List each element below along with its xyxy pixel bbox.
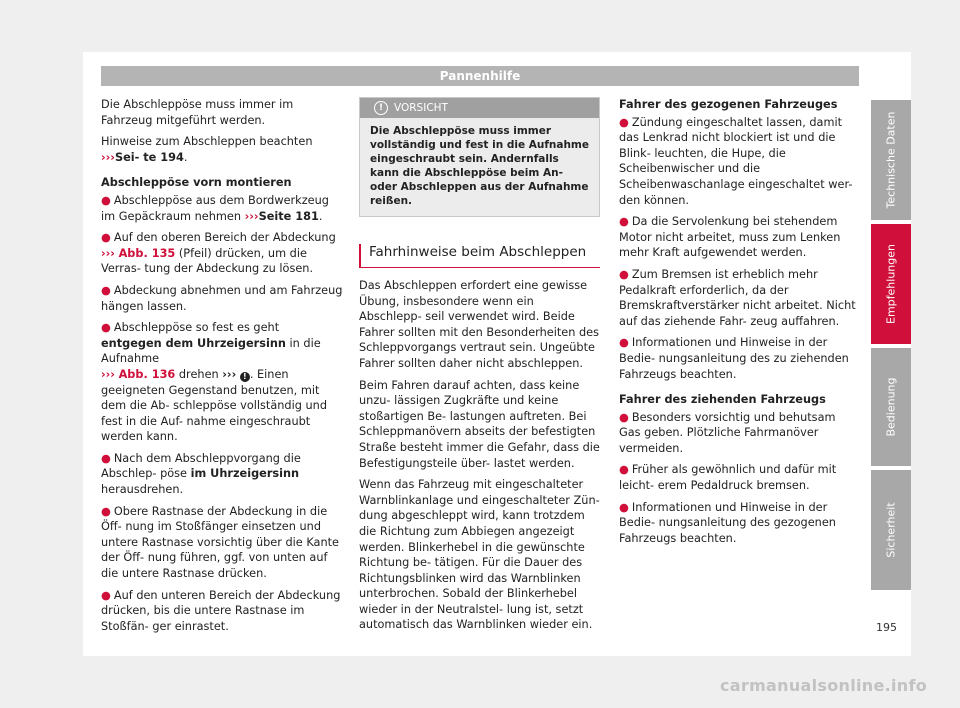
list-item — [619, 410, 859, 457]
tab-label: Empfehlungen — [884, 244, 898, 324]
text: Auf den unteren Bereich der Abdeckung drücken, bis die untere Rastnase im Stoßfän- ger einrastet. — [101, 588, 341, 633]
page-reference-link[interactable]: Seite 181 — [258, 209, 319, 223]
bullet-icon: ● — [101, 321, 111, 335]
warning-icon[interactable]: ! — [240, 372, 250, 382]
figure-reference-link[interactable]: Abb. 136 — [118, 367, 176, 381]
text: Abschleppöse so fest es geht — [113, 321, 280, 335]
caution-label: VORSICHT — [394, 102, 448, 114]
text: Informationen und Hinweise in der Bedie- nungsanleitung des gezogenen Fahrzeugs beachten. — [619, 500, 836, 545]
reference-arrow: ››› — [101, 150, 115, 164]
tab-bedienung[interactable] — [871, 348, 911, 466]
page-reference-link[interactable]: Sei- te 194 — [114, 150, 184, 164]
section-heading: Fahrer des ziehenden Fahrzeugs — [619, 393, 826, 407]
bullet-icon: ● — [101, 283, 111, 297]
section-heading: Abschleppöse vorn montieren — [101, 176, 292, 190]
bold-text: im Uhrzeigersinn — [190, 467, 300, 481]
text: . Einen geeigneten Gegenstand benutzen, mit dem die Ab- schleppöse vollständig und fest in die Auf- nahme eingeschraubt werden kann. — [101, 367, 327, 444]
text: Auf den oberen Bereich der Abdeckung — [113, 231, 336, 245]
paragraph: Beim Fahren darauf achten, dass keine unzu- lässigen Zugkräfte und keine stoßartigen Be- lastungen auftreten. Bei Schleppmanövern abseits der befestigten Straße besteht immer die Gefahr, dass die Befestigungsteile über- lastet werden. — [359, 378, 600, 470]
section-title: Fahrhinweise beim Abschleppen — [359, 244, 600, 268]
reference-arrow: ››› — [244, 209, 259, 223]
text: Hinweise zum Abschleppen beachten — [101, 135, 313, 149]
paragraph: Wenn das Fahrzeug mit eingeschalteter Warnblinkanlage und eingeschalteter Zün- dung abgeschleppt wird, kann trotzdem die Richtung zum Abbiegen angezeigt werden. Blinkerhebel in die gewünschte Richtung be- tätigen. Für die Dauer des Richtungsblinken wird das Warnblinken unterbrochen. Sobald der Blinkerhebel wieder in der Neutralstel- lung ist, setzt automatisch das Warnblinken wieder ein. — [359, 478, 600, 632]
list-item — [619, 214, 859, 261]
text: Zündung eingeschaltet lassen, damit das Lenkrad nicht blockiert ist und die Blink- leuchten, die Hupe, die Scheibenwischer und die Scheibenwaschanlage eingeschaltet wer- den können. — [619, 115, 853, 207]
tab-technische-daten[interactable] — [871, 100, 911, 220]
list-item — [101, 588, 343, 635]
text: Abschleppöse aus dem Bordwerkzeug im Gepäckraum nehmen — [101, 193, 329, 223]
text: drehen — [175, 367, 223, 381]
tab-empfehlungen[interactable] — [871, 224, 911, 344]
bullet-icon: ● — [619, 215, 629, 229]
text: Besonders vorsichtig und behutsam Gas geben. Plötzliche Fahrmanöver vermeiden. — [619, 410, 836, 455]
text: Früher als gewöhnlich und dafür mit leicht- erem Pedaldruck bremsen. — [619, 463, 837, 493]
page-number: 195 — [876, 621, 897, 634]
watermark: carmanualsonline.info — [720, 676, 928, 695]
caution-text: Die Abschleppöse muss immer vollständig und fest in die Aufnahme eingeschraubt sein. Andernfalls kann die Abschleppöse beim An- oder Abschleppen aus der Aufnahme reißen. — [360, 118, 599, 216]
bullet-icon: ● — [101, 231, 111, 245]
tab-label: Technische Daten — [884, 111, 898, 209]
tab-sicherheit[interactable] — [871, 470, 911, 590]
text: Nach dem Abschleppvorgang die Abschlep- pöse — [101, 451, 301, 481]
list-item — [619, 500, 859, 547]
bullet-icon: ● — [619, 500, 629, 514]
bullet-icon: ● — [101, 451, 111, 465]
list-item — [619, 115, 859, 209]
list-item — [101, 451, 343, 498]
text: Zum Bremsen ist erheblich mehr Pedalkraft erforderlich, da der Bremskraftverstärker nicht arbeitet. Nicht auf das ziehende Fahr- zeug auffahren. — [619, 267, 856, 328]
page-header: Pannenhilfe — [101, 66, 859, 86]
text: Da die Servolenkung bei stehendem Motor nicht arbeitet, muss zum Lenken mehr Kraft aufgewendet werden. — [619, 215, 841, 260]
paragraph: Die Abschleppöse muss immer im Fahrzeug mitgeführt werden. — [101, 98, 294, 127]
reference-arrow: ››› — [101, 367, 115, 381]
bullet-icon: ● — [619, 115, 629, 129]
text: Informationen und Hinweise in der Bedie- nungsanleitung des zu ziehenden Fahrzeugs beachten. — [619, 336, 849, 381]
paragraph: Das Abschleppen erfordert eine gewisse Übung, insbesondere wenn ein Abschlepp- seil verwendet wird. Beide Fahrer sollten mit den Besonderheiten des Schleppvorgangs vertraut sein. Ungeübte Fahrer sollten daher nicht abschleppen. — [359, 279, 599, 370]
bullet-icon: ● — [101, 588, 111, 602]
tab-label: Sicherheit — [884, 502, 898, 558]
caution-box — [359, 97, 600, 217]
column-middle — [359, 97, 600, 639]
bullet-icon: ● — [619, 267, 629, 281]
tab-label: Bedienung — [884, 377, 898, 437]
caution-header — [360, 98, 599, 118]
bullet-icon: ● — [101, 193, 111, 207]
list-item — [619, 462, 859, 493]
figure-reference-link[interactable]: Abb. 135 — [118, 246, 176, 260]
bullet-icon: ● — [101, 504, 111, 518]
list-item — [619, 267, 859, 329]
list-item — [101, 193, 343, 224]
text: Obere Rastnase der Abdeckung in die Öff- nung im Stoßfänger einsetzen und untere Rastnase vorsichtig über die Kante der Öff- nung führen, ggf. von unten auf die untere Rastnase drücken. — [101, 504, 339, 581]
column-left — [101, 97, 343, 640]
reference-arrow: ››› — [101, 246, 115, 260]
list-item — [619, 335, 859, 382]
bullet-icon: ● — [619, 336, 629, 350]
text: herausdrehen. — [101, 483, 184, 497]
list-item — [101, 283, 343, 314]
list-item — [101, 230, 343, 277]
reference-arrow: ››› — [222, 367, 237, 381]
text: Abdeckung abnehmen und am Fahrzeug hängen lassen. — [101, 283, 343, 313]
text: . — [183, 150, 188, 164]
paragraph — [101, 134, 343, 165]
caution-icon: ! — [374, 101, 388, 115]
list-item — [101, 320, 343, 445]
column-right — [619, 97, 859, 552]
text: (Pfeil) drücken, um die Verras- tung der Abdeckung zu lösen. — [101, 246, 314, 276]
text: . — [318, 209, 323, 223]
list-item — [101, 504, 343, 582]
section-heading: Fahrer des gezogenen Fahrzeuges — [619, 98, 838, 111]
bullet-icon: ● — [619, 463, 629, 477]
bullet-icon: ● — [619, 410, 629, 424]
bold-text: entgegen dem Uhrzeigersinn — [101, 336, 286, 350]
text: in die Aufnahme — [101, 336, 321, 366]
